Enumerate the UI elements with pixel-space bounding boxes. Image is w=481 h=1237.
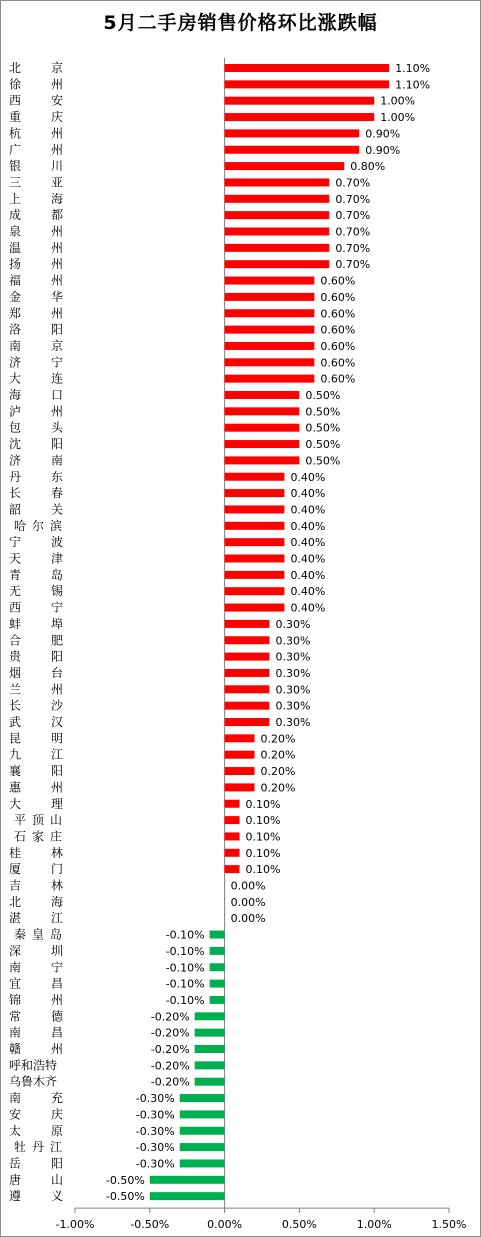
bar <box>225 195 330 203</box>
data-label: 0.10% <box>245 830 281 844</box>
data-label: 0.00% <box>230 879 266 893</box>
data-label: 0.70% <box>335 209 371 223</box>
bar <box>225 489 285 497</box>
category-label: 宜 昌 <box>9 976 63 991</box>
bar <box>225 129 360 137</box>
data-label: 0.20% <box>260 732 296 746</box>
category-label: 海 口 <box>9 388 63 402</box>
data-label: -0.20% <box>150 1043 190 1056</box>
data-label: 0.00% <box>230 895 266 909</box>
category-label: 温 州 <box>9 240 63 255</box>
category-label: 赣 州 <box>9 1042 63 1056</box>
category-label: 吉 林 <box>9 878 63 893</box>
category-label: 深 圳 <box>9 943 63 958</box>
data-label: 0.40% <box>290 552 326 566</box>
bar <box>225 783 255 791</box>
category-label: 哈 尔 滨 <box>14 518 62 533</box>
category-label: 丹 东 <box>9 469 63 484</box>
data-label: -0.10% <box>165 977 205 991</box>
data-label: -0.30% <box>135 1157 175 1171</box>
bar <box>225 391 300 399</box>
data-label: -0.30% <box>135 1092 175 1106</box>
bar <box>225 178 330 186</box>
bar <box>225 424 300 432</box>
bar <box>225 604 285 612</box>
data-label: -0.50% <box>105 1173 145 1187</box>
data-label: 0.60% <box>320 274 356 288</box>
category-label: 金 华 <box>9 289 63 304</box>
category-label: 济 宁 <box>9 355 63 370</box>
data-label: 0.40% <box>290 585 326 599</box>
data-label: -0.20% <box>150 1075 190 1089</box>
data-label: -0.10% <box>165 944 205 958</box>
bar <box>180 1127 225 1135</box>
category-label: 湛 江 <box>9 911 63 926</box>
category-label: 北 海 <box>9 894 63 909</box>
bar <box>195 1029 225 1037</box>
category-label: 天 津 <box>9 551 63 566</box>
bar <box>180 1110 225 1118</box>
data-label: -0.20% <box>150 1059 190 1073</box>
data-label: 0.60% <box>320 339 356 353</box>
data-label: 0.70% <box>335 258 371 272</box>
bar <box>225 293 315 301</box>
data-label: 0.40% <box>290 503 326 517</box>
data-label: 0.50% <box>305 454 341 468</box>
data-label: 0.20% <box>260 765 296 779</box>
data-label: 0.60% <box>320 356 356 370</box>
data-label: 0.40% <box>290 487 326 501</box>
bar <box>225 555 285 563</box>
data-label: 0.70% <box>335 225 371 239</box>
bar <box>195 1061 225 1069</box>
data-label: 0.30% <box>275 617 311 631</box>
data-label: 1.00% <box>380 94 416 108</box>
category-label: 南 昌 <box>9 1025 63 1040</box>
data-label: 0.40% <box>290 470 326 484</box>
bar <box>225 865 240 873</box>
category-label: 贵 阳 <box>9 649 63 664</box>
data-label: 0.30% <box>275 699 311 713</box>
category-label: 九 江 <box>9 747 63 762</box>
data-label: 0.10% <box>245 863 281 877</box>
bar <box>225 326 315 334</box>
data-label: 0.30% <box>275 650 311 664</box>
bar <box>225 751 255 759</box>
data-label: 0.60% <box>320 372 356 386</box>
data-label: 0.20% <box>260 781 296 795</box>
category-label: 乌鲁木齐 <box>9 1074 58 1089</box>
bar <box>225 211 330 219</box>
bar <box>225 309 315 317</box>
category-label: 常 德 <box>9 1009 63 1024</box>
category-label: 南 充 <box>9 1091 63 1106</box>
data-label: -0.10% <box>165 961 205 975</box>
bar <box>225 97 375 105</box>
bar <box>225 80 390 88</box>
data-label: 1.00% <box>380 111 416 125</box>
x-tick-label: 0.00% <box>207 1218 243 1232</box>
category-label: 武 汉 <box>9 715 63 729</box>
category-label: 太 原 <box>9 1123 63 1138</box>
data-label: 0.40% <box>290 519 326 533</box>
category-label: 安 庆 <box>9 1107 63 1122</box>
data-label: 1.10% <box>395 78 431 92</box>
data-label: 0.40% <box>290 568 326 582</box>
data-label: 0.70% <box>335 241 371 255</box>
data-label: 0.40% <box>290 536 326 550</box>
data-label: -0.30% <box>135 1124 175 1138</box>
category-label: 上 海 <box>9 191 63 206</box>
bar <box>225 800 240 808</box>
category-label: 青 岛 <box>9 567 63 582</box>
category-label: 韶 关 <box>9 502 63 517</box>
bar <box>225 522 285 530</box>
category-label: 郑 州 <box>9 306 63 321</box>
category-label: 杭 州 <box>9 126 63 141</box>
data-label: 0.90% <box>365 127 401 141</box>
x-tick-label: -1.00% <box>55 1218 95 1232</box>
bar <box>225 113 375 121</box>
category-label: 南 宁 <box>9 960 63 975</box>
category-label: 北 京 <box>9 61 63 75</box>
category-label: 呼和浩特 <box>9 1058 58 1073</box>
category-label: 石 家 庄 <box>14 829 62 844</box>
bar <box>225 620 270 628</box>
bar <box>195 1045 225 1053</box>
category-label: 惠 州 <box>9 780 63 795</box>
bar <box>180 1159 225 1167</box>
category-label: 西 安 <box>9 93 63 108</box>
data-label: 0.60% <box>320 323 356 337</box>
category-label: 长 沙 <box>9 698 63 713</box>
x-tick-label: 1.50% <box>431 1218 467 1232</box>
data-label: 0.50% <box>305 389 341 402</box>
bar <box>210 931 225 939</box>
bar <box>225 440 300 448</box>
bar <box>225 653 270 661</box>
data-label: 0.10% <box>245 846 281 860</box>
data-label: 0.70% <box>335 192 371 206</box>
bar <box>210 996 225 1004</box>
category-label: 秦 皇 岛 <box>14 927 62 942</box>
data-label: 0.50% <box>305 421 341 435</box>
bar <box>225 260 330 268</box>
category-label: 广 州 <box>9 142 63 157</box>
x-tick-label: -0.50% <box>130 1218 170 1232</box>
bar <box>150 1176 225 1184</box>
bar <box>225 538 285 546</box>
category-label: 福 州 <box>9 273 63 288</box>
bar <box>225 407 300 415</box>
bar <box>180 1143 225 1151</box>
data-label: 0.60% <box>320 290 356 304</box>
bar <box>225 816 240 824</box>
category-label: 成 都 <box>9 208 63 223</box>
bar <box>210 963 225 971</box>
data-label: 0.10% <box>245 797 281 811</box>
bar <box>195 1078 225 1086</box>
category-label: 昆 明 <box>9 731 63 746</box>
bar <box>225 228 330 236</box>
category-label: 大 连 <box>9 371 63 386</box>
bar <box>225 342 315 350</box>
category-label: 蚌 埠 <box>9 616 63 631</box>
bar <box>225 162 345 170</box>
category-label: 襄 阳 <box>9 764 63 779</box>
bar <box>225 669 270 677</box>
bar <box>225 832 240 840</box>
category-label: 包 头 <box>9 420 63 435</box>
bar <box>225 375 315 383</box>
x-tick-label: 0.50% <box>281 1218 317 1232</box>
bar <box>225 64 390 72</box>
category-label: 厦 门 <box>9 862 63 877</box>
category-label: 烟 台 <box>9 665 63 680</box>
category-label: 济 南 <box>9 453 63 468</box>
category-label: 沈 阳 <box>9 437 63 452</box>
data-label: 0.30% <box>275 666 311 680</box>
bar <box>225 636 270 644</box>
category-label: 遵 义 <box>9 1189 63 1204</box>
data-label: -0.30% <box>135 1141 175 1155</box>
category-label: 合 肥 <box>9 633 63 648</box>
data-label: 0.30% <box>275 683 311 697</box>
bar <box>225 685 270 693</box>
bar <box>195 1012 225 1020</box>
data-label: 0.50% <box>305 405 341 419</box>
category-label: 唐 山 <box>9 1172 63 1187</box>
bar <box>225 587 285 595</box>
category-label: 重 庆 <box>9 110 63 125</box>
bar <box>225 734 255 742</box>
bar <box>210 947 225 955</box>
data-label: 0.50% <box>305 438 341 452</box>
data-label: 0.30% <box>275 716 311 729</box>
bar <box>150 1192 225 1200</box>
category-label: 锦 州 <box>9 992 63 1007</box>
category-label: 大 理 <box>9 796 63 811</box>
category-label: 扬 州 <box>9 257 63 272</box>
bar <box>225 505 285 513</box>
category-label: 无 锡 <box>9 584 63 599</box>
data-label: 0.90% <box>365 143 401 157</box>
category-label: 宁 波 <box>9 535 63 550</box>
bar <box>225 277 315 285</box>
bar <box>210 980 225 988</box>
category-label: 三 亚 <box>9 175 63 190</box>
data-label: 0.00% <box>230 912 266 926</box>
category-label: 泉 州 <box>9 224 63 239</box>
data-label: 0.30% <box>275 634 311 648</box>
bar <box>225 244 330 252</box>
category-label: 平 顶 山 <box>14 813 62 828</box>
data-label: 0.70% <box>335 176 371 190</box>
category-label: 桂 林 <box>9 845 63 860</box>
category-label: 泸 州 <box>9 404 63 419</box>
data-label: -0.30% <box>135 1108 175 1122</box>
bar <box>225 571 285 579</box>
data-label: 0.20% <box>260 748 296 762</box>
data-label: -0.10% <box>165 993 205 1007</box>
bar <box>225 767 255 775</box>
x-tick-label: 1.00% <box>356 1218 392 1232</box>
category-label: 南 京 <box>9 338 63 353</box>
category-label: 牡 丹 江 <box>14 1140 62 1155</box>
data-label: -0.20% <box>150 1026 190 1040</box>
data-label: -0.20% <box>150 1010 190 1024</box>
category-label: 长 春 <box>9 486 63 501</box>
category-label: 徐 州 <box>9 77 63 92</box>
data-label: 1.10% <box>395 62 431 75</box>
data-label: 0.60% <box>320 307 356 321</box>
category-label: 西 宁 <box>9 600 63 615</box>
bar <box>225 358 315 366</box>
bar <box>225 456 300 464</box>
bar <box>180 1094 225 1102</box>
bar <box>225 146 360 154</box>
chart-title: 5月二手房销售价格环比涨跌幅 <box>103 12 378 34</box>
bar <box>225 702 270 710</box>
category-label: 岳 阳 <box>9 1156 63 1171</box>
category-label: 洛 阳 <box>9 322 63 337</box>
data-label: 0.40% <box>290 601 326 615</box>
bar <box>225 473 285 481</box>
data-label: 0.10% <box>245 814 281 828</box>
category-label: 兰 州 <box>9 682 63 697</box>
data-label: -0.10% <box>165 928 205 942</box>
bar <box>225 849 240 857</box>
category-label: 银 川 <box>9 159 63 174</box>
bar <box>225 718 270 726</box>
data-label: 0.80% <box>350 160 386 174</box>
data-label: -0.50% <box>105 1190 145 1204</box>
